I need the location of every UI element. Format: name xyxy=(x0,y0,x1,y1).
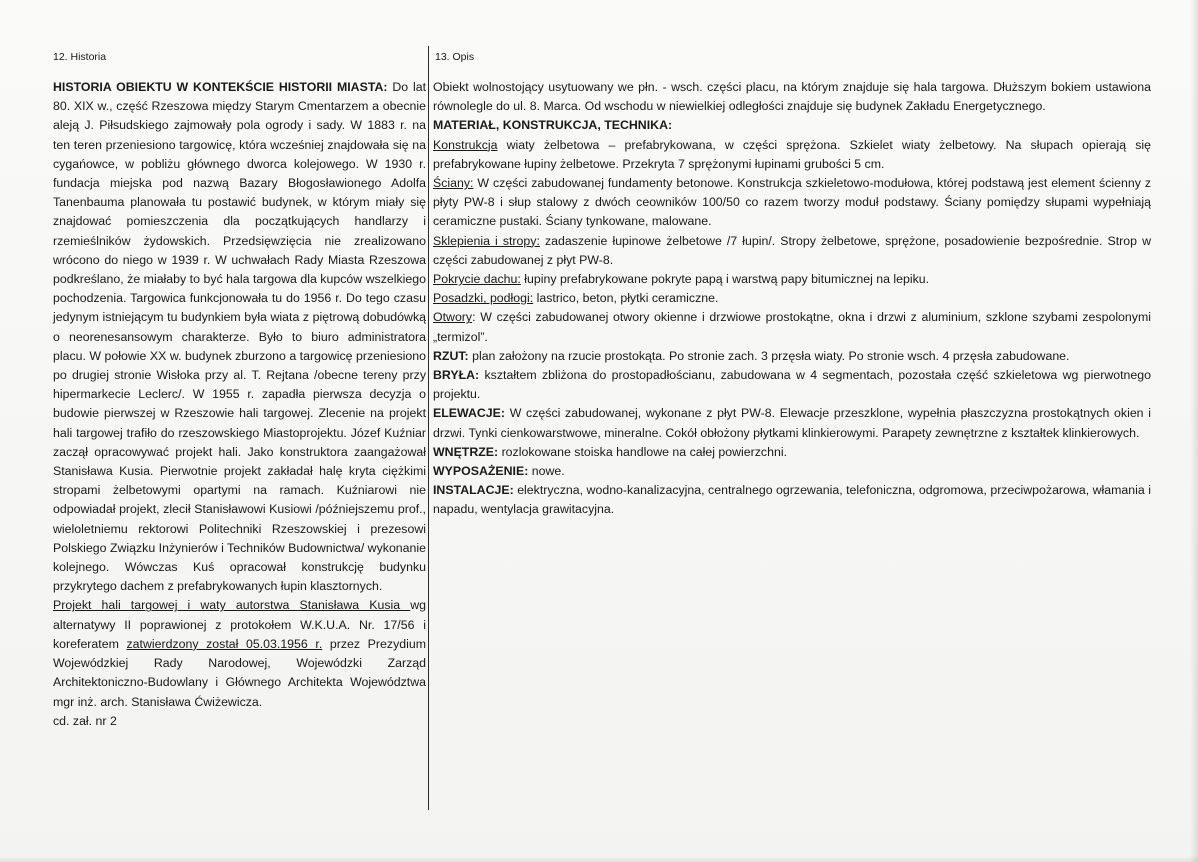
wnetrze-paragraph xyxy=(433,443,1151,462)
page-edge-shadow-right xyxy=(1190,0,1198,862)
konstrukcja-label: Konstrukcja xyxy=(433,137,498,152)
sklepienia-paragraph xyxy=(433,232,1151,270)
instalacje-label: INSTALACJE: xyxy=(433,483,514,498)
bryla-text: kształtem zbliżona do prostopadłościanu, zabudowana w 4 segmentach, pozostała część szkieletowa wg pierwotnego projektu. xyxy=(433,368,1151,402)
column-divider xyxy=(428,46,429,810)
wnetrze-text: rozlokowane stoiska handlowe na całej powierzchni. xyxy=(498,444,788,459)
sklepienia-text: zadaszenie łupinowe żelbetowe /7 łupin/. Stropy żelbetowe, sprężone, posadowienie bezpośrednie. Strop w części zabudowanej z płyt PW-8. xyxy=(433,233,1151,267)
intro-paragraph: Obiekt wolnostojący usytuowany we płn. - wsch. części placu, na którym znajduje się hala targowa. Dłuższym bokiem ustawiona równolegle do ul. 8. Marca. Od wschodu w niewielkiej odległości znajduje się budynek Zakładu Energetycznego. xyxy=(433,80,1151,114)
pokrycie-label: Pokrycie dachu: xyxy=(433,272,521,287)
wyposazenie-paragraph xyxy=(433,462,1151,481)
bryla-label: BRYŁA: xyxy=(433,368,480,383)
pokrycie-paragraph xyxy=(433,270,1151,289)
sciany-text: W części zabudowanej fundamenty betonowe. Konstrukcja szkieletowo-modułowa, której podstawą jest element ścienny z płyty PW-8 i słup stalowy z dwóch ceowników 100/50 co razem tworzy moduł podstawy. Ściany pomiędzy słupami wypełniają ceramiczne pustaki. Ściany tynkowane, malowane. xyxy=(433,176,1151,229)
history-section-title: 12. Historia xyxy=(53,51,107,63)
description-column xyxy=(433,50,1151,520)
project-rest-text: przez Prezydium Wojewódzkiej Rady Narodowej, Wojewódzki Zarząd Architektoniczno-Budowlany i Głównego Architekta Województwa mgr inż. arch. Stanisława Ćwiżewicza. xyxy=(53,636,426,709)
history-column xyxy=(53,50,426,731)
wyposazenie-text: nowe. xyxy=(528,464,565,479)
posadzki-label: Posadzki, podłogi: xyxy=(433,291,534,306)
wnetrze-label: WNĘTRZE: xyxy=(433,444,499,459)
project-after-text: wg alternatywy II poprawionej z protokołem W.K.U.A. Nr. 17/56 i koreferatem xyxy=(53,598,426,651)
sklepienia-label: Sklepienia i stropy: xyxy=(433,233,540,248)
elewacje-label: ELEWACJE: xyxy=(433,406,506,421)
history-heading: HISTORIA OBIEKTU W KONTEKŚCIE HISTORII MIASTA: xyxy=(53,80,388,94)
materials-heading: MATERIAŁ, KONSTRUKCJA, TECHNIKA: xyxy=(433,118,673,133)
elewacje-paragraph xyxy=(433,404,1151,442)
history-text xyxy=(53,78,426,596)
posadzki-text: lastrico, beton, płytki ceramiczne. xyxy=(533,291,719,306)
konstrukcja-paragraph xyxy=(433,136,1151,174)
instalacje-paragraph xyxy=(433,481,1151,519)
sciany-paragraph xyxy=(433,174,1151,232)
rzut-text: plan założony na rzucie prostokąta. Po stronie zach. 3 przęsła wiaty. Po stronie wsch. 4 przęsła zabudowane. xyxy=(468,348,1070,363)
page-edge-shadow-bottom xyxy=(0,856,1198,862)
otwory-paragraph xyxy=(433,308,1151,346)
elewacje-text: W części zabudowanej, wykonane z płyt PW-8. Elewacje przeszklone, wypełnia płaszczyzna prostokątnych okien i drzwi. Tynki cienkowarstwowe, mineralne. Cokół obłożony płytkami klinkierowymi. Parapety zewnętrzne z kształtek klinkierowych. xyxy=(433,406,1151,440)
wyposazenie-label: WYPOSAŻENIE: xyxy=(433,464,529,479)
otwory-label: Otwory xyxy=(433,310,473,325)
otwory-text: : W części zabudowanej otwory okienne i drzwiowe prostokątne, okna i drzwi z aluminium, szklone szybami zespolonymi „termizol”. xyxy=(433,310,1151,344)
konstrukcja-text: wiaty żelbetowa – prefabrykowana, w części sprężona. Szkielet wiaty żelbetowy. Na słupach opierają się prefabrykowane łupiny żelbetowe. Przekryta 7 sprężonymi łupinami grubości 5 cm. xyxy=(433,137,1151,171)
continuation-note: cd. zał. nr 2 xyxy=(53,713,117,728)
rzut-label: RZUT: xyxy=(433,348,469,363)
sciany-label: Ściany: xyxy=(433,176,474,191)
history-body: Do lat 80. XIX w., część Rzeszowa między Starym Cmentarzem a obecnie aleją J. Piłsudskiego zajmowały pola ogrody i sady. W 1883 r. na ten teren przeniesiono targowicę, która wcześniej znajdowała się na cygańowce, w pobliżu głównego dworca kolejowego. W 1930 r. fundacja miejska pod nazwą Bazary Błogosławionego Adolfa Tanenbauma planowała tu postawić budynek, w którym miały się znajdować pomieszczenia dla początkujących handlarzy i rzemieślników żydowskich. Przedsięwzięcia nie zrealizowano wrócono do niego w 1939 r. W uchwałach Rady Miasta Rzeszowa podkreślano, że miałaby to być hala targowa dla kupców wszelkiego pochodzenia. Targowica funkcjonowała tu do 1956 r. Do tego czasu jedynym istniejącym tu budynkiem była wiata z piętrową dobudówką o neorenesansowym charakterze. Było to biuro administratora placu. W połowie XX w. budynek zburzono a targowicę przeniesiono po drugiej stronie Wisłoka przy al. T. Rejtana /obecne tereny przy hipermarkecie Leclerc/. W 1955 r. zapadła pierwsza decyzja o budowie pierwszej w Rzeszowie hali targowej. Zlecenie na projekt hali targowej trafiło do rzeszowskiego Miastoprojektu. Józef Kuźniar zaczął opracowywać projekt hali. Jako konstruktora zaangażował Stanisława Kusia. Pierwotnie projekt zakładał halę kryta ciężkimi stropami żelbetowymi opartymi na ramach. Kuźniarowi nie odpowiadał projekt, zlecił Stanisławowi Kusiowi /późniejszemu prof., wieloletniemu rektorowi Politechniki Rzeszowskiej i prezesowi Polskiego Związku Inżynierów i Techników Budownictwa/ wykonanie kolejnego. Wówczas Kuś opracował konstrukcję budynku przykrytego dachem z prefabrykowanych łupin klasztornych. xyxy=(53,80,427,594)
project-paragraph xyxy=(53,596,426,711)
pokrycie-text: łupiny prefabrykowane pokryte papą i warstwą papy bitumicznej na lepiku. xyxy=(520,272,930,287)
description-section-title: 13. Opis xyxy=(435,51,475,63)
bryla-paragraph xyxy=(433,366,1151,404)
project-underlined-text: Projekt hali targowej i waty autorstwa Stanisława Kusia xyxy=(53,598,411,613)
approval-date-text: zatwierdzony został 05.03.1956 r. xyxy=(126,636,323,651)
posadzki-paragraph xyxy=(433,289,1151,308)
instalacje-text: elektryczna, wodno-kanalizacyjna, centralnego ogrzewania, telefoniczna, odgromowa, przeciwpożarowa, włamania i napadu, wentylacja grawitacyjna. xyxy=(433,483,1151,517)
rzut-paragraph xyxy=(433,347,1151,366)
